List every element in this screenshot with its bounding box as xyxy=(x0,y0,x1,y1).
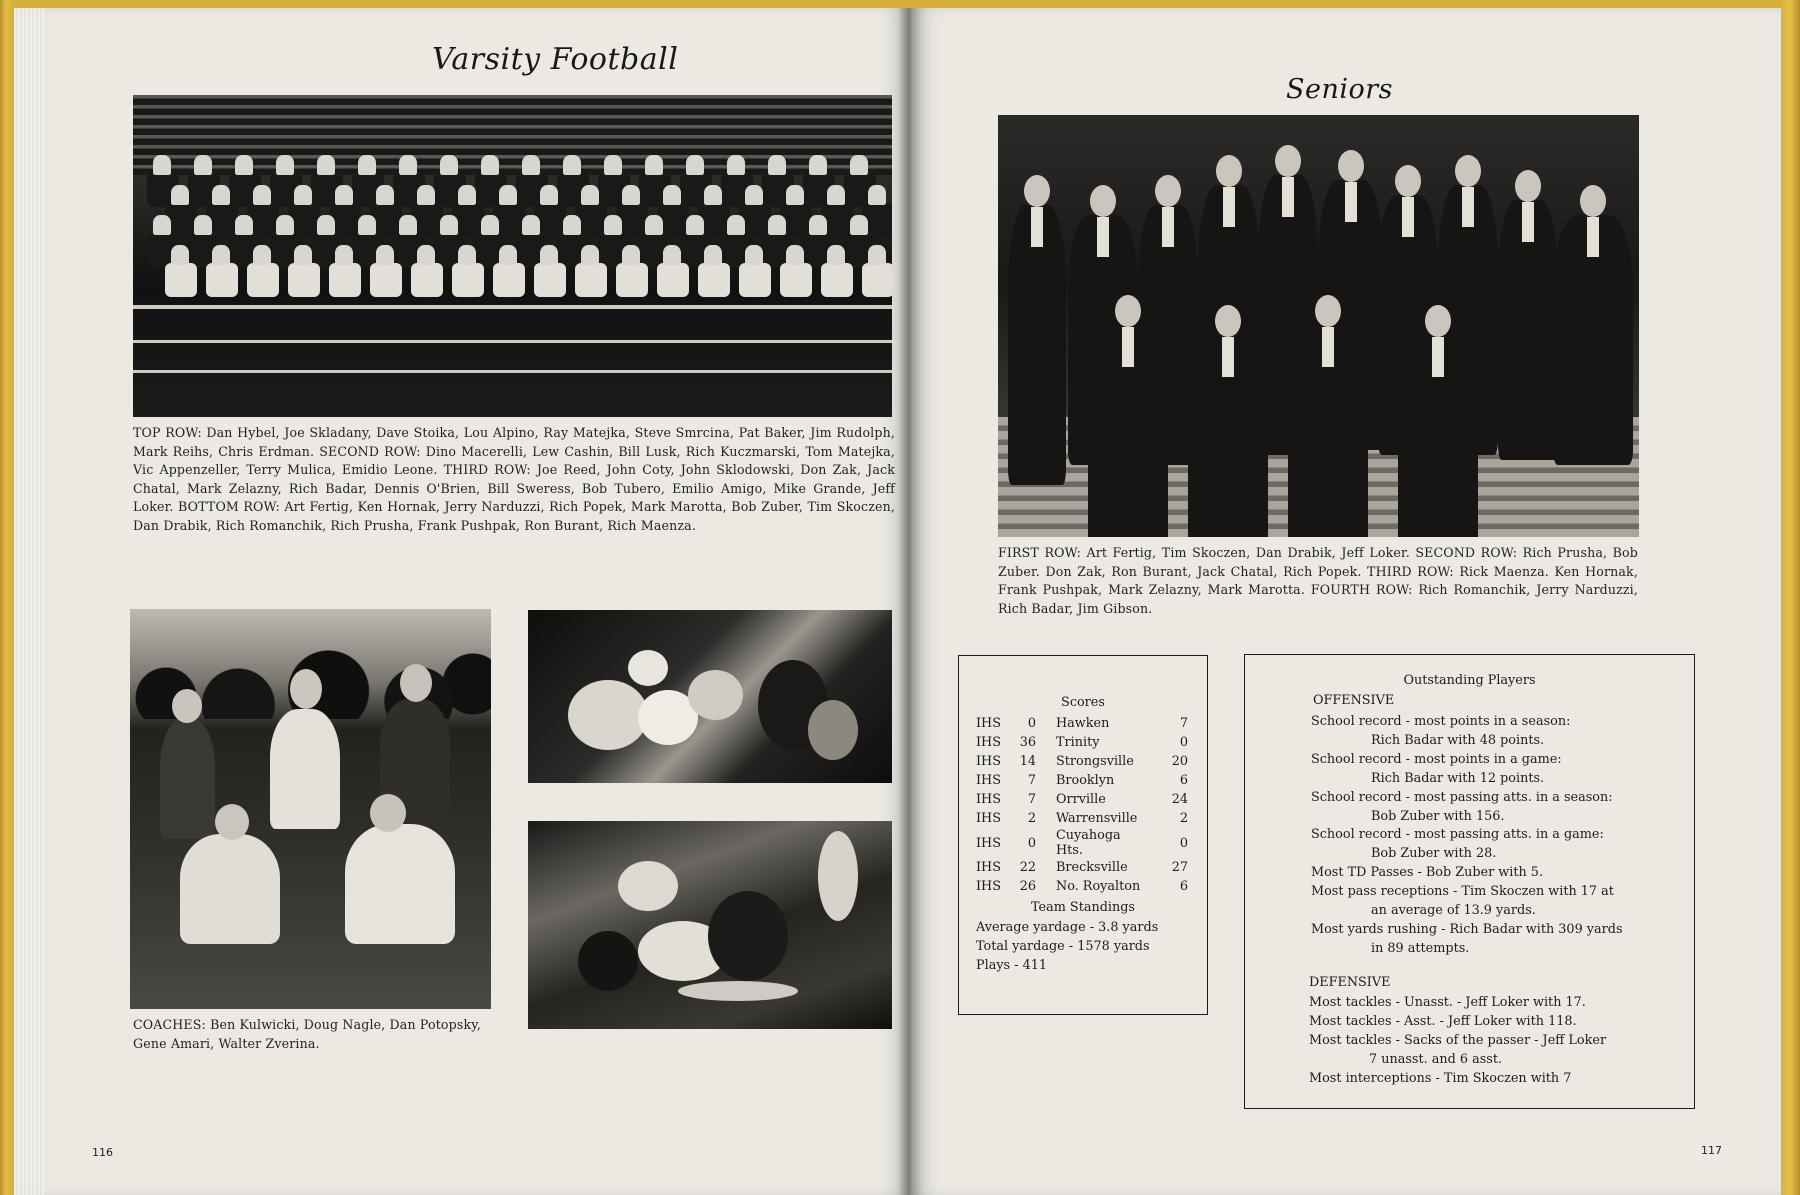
score-ihs-points: 0 xyxy=(1027,716,1036,731)
score-row xyxy=(976,877,1188,896)
score-team: IHS xyxy=(976,754,1001,769)
score-opponent-points: 20 xyxy=(1171,754,1188,769)
score-opponent-points: 6 xyxy=(1179,879,1188,894)
score-opponent: Orrville xyxy=(1056,792,1106,807)
score-team: IHS xyxy=(976,735,1001,750)
score-ihs-points: 14 xyxy=(1019,754,1036,769)
score-ihs-points: 7 xyxy=(1027,792,1036,807)
team-photo-caption: TOP ROW: Dan Hybel, Joe Skladany, Dave Stoika, Lou Alpino, Ray Matejka, Steve Smrcina, Pat Baker, Jim Rudolph, Mark Reihs, Chris Erdman. SECOND ROW: Dino Macerelli, Lew Cashin, Bill Lusk, Rich Kuczmarski, Tom Matejka, Vic Appenzeller, Terry Mulica, Emidio Leone. THIRD ROW: Joe Reed, John Coty, John Sklodowski, Don Zak, Jack Chatal, Mark Zelazny, Rich Badar, Dennis O'Brien, Bill Sweress, Bob Tubero, Emilio Amigo, Mike Grande, Jeff Loker. BOTTOM ROW: Art Fertig, Ken Hornak, Jerry Narduzzi, Rich Popek, Mark Marotta, Bob Zuber, Tim Skoczen, Dan Drabik, Rich Romanchik, Rich Prusha, Frank Pushpak, Ron Burant, Rich Maenza. xyxy=(133,425,895,533)
coaches-photo xyxy=(130,609,491,1009)
scores-table xyxy=(976,714,1188,896)
score-row xyxy=(976,752,1188,771)
score-opponent-points: 7 xyxy=(1179,716,1188,731)
seniors-title: Seniors xyxy=(1286,74,1394,105)
scores-heading: Scores xyxy=(1061,695,1105,710)
score-team: IHS xyxy=(976,716,1001,731)
defensive-label: DEFENSIVE xyxy=(1309,975,1391,990)
score-opponent-points: 27 xyxy=(1171,860,1188,875)
record-line: 7 unasst. and 6 asst. xyxy=(1369,1051,1503,1067)
defensive-records xyxy=(1309,994,1689,1089)
score-row xyxy=(976,828,1188,858)
score-opponent: No. Royalton xyxy=(1056,879,1141,894)
score-opponent: Warrensville xyxy=(1056,811,1138,826)
score-opponent: Brecksville xyxy=(1056,860,1128,875)
varsity-football-title: Varsity Football xyxy=(432,42,679,77)
action-photo-tackle xyxy=(528,610,892,783)
record-line: Rich Badar with 48 points. xyxy=(1371,732,1545,748)
score-opponent: Brooklyn xyxy=(1056,773,1115,788)
record-line: Most interceptions - Tim Skoczen with 7 xyxy=(1309,1070,1572,1086)
record-line: Most yards rushing - Rich Badar with 309 yards xyxy=(1311,921,1623,937)
score-team: IHS xyxy=(976,860,1001,875)
record-line: Rich Badar with 12 points. xyxy=(1371,770,1545,786)
record-line: School record - most passing atts. in a game: xyxy=(1311,827,1604,843)
record-line: an average of 13.9 yards. xyxy=(1371,903,1536,919)
score-opponent: Hawken xyxy=(1056,716,1110,731)
record-line: Most TD Passes - Bob Zuber with 5. xyxy=(1311,865,1544,881)
score-ihs-points: 22 xyxy=(1019,860,1036,875)
record-line: School record - most passing atts. in a season: xyxy=(1311,789,1613,805)
score-opponent-points: 0 xyxy=(1179,835,1188,851)
offensive-label: OFFENSIVE xyxy=(1313,693,1395,708)
score-opponent-points: 24 xyxy=(1171,792,1188,807)
scores-box xyxy=(958,655,1208,1015)
page-number-left: 116 xyxy=(92,1146,113,1159)
score-row xyxy=(976,714,1188,733)
score-ihs-points: 0 xyxy=(1027,835,1036,851)
score-opponent: Cuyahoga Hts. xyxy=(1056,828,1121,858)
score-ihs-points: 2 xyxy=(1027,811,1036,826)
record-line: School record - most points in a game: xyxy=(1311,751,1562,767)
score-ihs-points: 26 xyxy=(1019,879,1036,894)
action-photo-pileup xyxy=(528,821,892,1029)
record-line: Most pass receptions - Tim Skoczen with 17 at xyxy=(1311,884,1614,900)
standing-plays: Plays - 411 xyxy=(976,958,1048,973)
standing-average-yardage: Average yardage - 3.8 yards xyxy=(976,920,1159,935)
record-line: in 89 attempts. xyxy=(1371,940,1470,956)
standing-total-yardage: Total yardage - 1578 yards xyxy=(976,939,1150,954)
record-line: Most tackles - Unasst. - Jeff Loker with 17. xyxy=(1309,995,1586,1010)
seniors-caption: FIRST ROW: Art Fertig, Tim Skoczen, Dan Drabik, Jeff Loker. SECOND ROW: Rich Prusha, Bob Zuber. Don Zak, Ron Burant, Jack Chatal, Rich Popek. THIRD ROW: Rick Maenza. Ken Hornak, Frank Pushpak, Mark Zelazny, Mark Marotta. FOURTH ROW: Rich Romanchik, Jerry Narduzzi, Rich Badar, Jim Gibson. xyxy=(998,545,1638,616)
score-opponent-points: 0 xyxy=(1179,735,1188,750)
score-row xyxy=(976,790,1188,809)
score-row xyxy=(976,771,1188,790)
score-opponent-points: 6 xyxy=(1179,773,1188,788)
score-opponent-points: 2 xyxy=(1179,811,1188,826)
score-team: IHS xyxy=(976,835,1001,851)
score-team: IHS xyxy=(976,792,1001,807)
outstanding-players-title: Outstanding Players xyxy=(1403,673,1536,688)
score-team: IHS xyxy=(976,811,1001,826)
score-row xyxy=(976,858,1188,877)
score-row xyxy=(976,733,1188,752)
coaches-caption: COACHES: Ben Kulwicki, Doug Nagle, Dan Potopsky, Gene Amari, Walter Zverina. xyxy=(133,1017,481,1051)
team-photo xyxy=(133,95,892,417)
team-standings-heading: Team Standings xyxy=(1030,900,1135,915)
page-edges xyxy=(14,8,44,1195)
seniors-photo xyxy=(998,115,1639,537)
score-row xyxy=(976,809,1188,828)
score-opponent: Trinity xyxy=(1056,735,1100,750)
score-opponent: Strongsville xyxy=(1056,754,1134,769)
record-line: Bob Zuber with 28. xyxy=(1371,846,1497,862)
score-ihs-points: 7 xyxy=(1027,773,1036,788)
score-team: IHS xyxy=(976,773,1001,788)
record-line: Most tackles - Sacks of the passer - Jeff Loker xyxy=(1309,1032,1607,1048)
record-line: School record - most points in a season: xyxy=(1311,714,1571,729)
record-line: Most tackles - Asst. - Jeff Loker with 118. xyxy=(1309,1013,1577,1029)
offensive-records xyxy=(1311,713,1691,959)
record-line: Bob Zuber with 156. xyxy=(1371,808,1505,824)
outstanding-players-box xyxy=(1244,654,1695,1109)
book-gutter xyxy=(898,8,922,1195)
page-number-right: 117 xyxy=(1701,1144,1722,1157)
score-team: IHS xyxy=(976,879,1001,894)
score-ihs-points: 36 xyxy=(1019,735,1036,750)
